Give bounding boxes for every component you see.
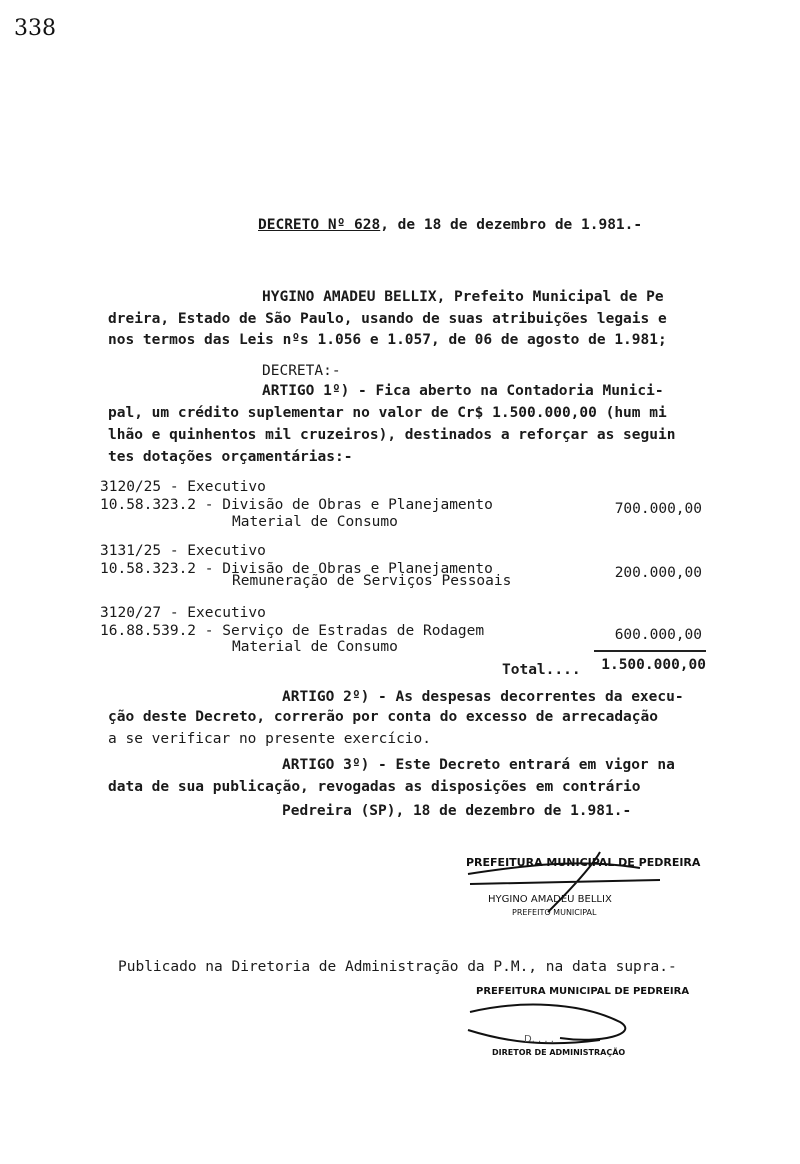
allocation-3-desc: Material de Consumo (232, 639, 398, 655)
allocation-2-program: 10.58.323.2 - Divisão de Obras e Planejamento (100, 561, 493, 577)
article2-line-2: ção deste Decreto, correrão por conta do excesso de arrecadação (108, 709, 658, 725)
intro-line-3: nos termos das Leis nºs 1.056 e 1.057, de 06 de agosto de 1.981; (108, 332, 667, 348)
director-name: D. . . . (524, 1034, 554, 1045)
decreta-heading: DECRETA:- (262, 363, 341, 379)
intro-line-1: HYGINO AMADEU BELLIX, Prefeito Municipal de Pe (262, 289, 664, 305)
page-number: 338 (14, 16, 56, 41)
allocation-2-code: 3131/25 - Executivo (100, 543, 266, 559)
article1-line-2: pal, um crédito suplementar no valor de Cr$ 1.500.000,00 (hum mi (108, 405, 667, 421)
director-stamp-text: PREFEITURA MUNICIPAL DE PEDREIRA (476, 986, 690, 997)
article3-line-2: data de sua publicação, revogadas as disposições em contrário (108, 779, 641, 795)
allocation-1-value: 700.000,00 (614, 501, 702, 517)
publication-note: Publicado na Diretoria de Administração da P.M., na data supra.- (118, 959, 677, 975)
allocation-2-desc: Remuneração de Serviços Pessoais (232, 573, 512, 589)
allocation-2-value: 200.000,00 (614, 565, 702, 581)
mayor-name: HYGINO AMADEU BELLIX (488, 894, 612, 905)
allocation-1-code: 3120/25 - Executivo (100, 479, 266, 495)
date-line: Pedreira (SP), 18 de dezembro de 1.981.- (282, 803, 632, 819)
article1-line-3: lhão e quinhentos mil cruzeiros), destinados a reforçar as seguin (108, 427, 676, 443)
article2-line-3: a se verificar no presente exercício. (108, 731, 432, 747)
allocation-1-program: 10.58.323.2 - Divisão de Obras e Planejamento (100, 497, 493, 513)
mayor-role: PREFEITO MUNICIPAL (512, 908, 597, 917)
decree-title-prefix: DECRETO Nº 628 (258, 217, 381, 233)
director-role: DIRETOR DE ADMINISTRAÇÃO (492, 1048, 626, 1057)
total-value: 1.500.000,00 (601, 657, 706, 673)
article1-line-4: tes dotações orçamentárias:- (108, 449, 353, 465)
article1-line-1: ARTIGO 1º) - Fica aberto na Contadoria Munici- (262, 383, 664, 399)
allocation-3-program: 16.88.539.2 - Serviço de Estradas de Rodagem (100, 623, 485, 639)
mayor-stamp-text: PREFEITURA MUNICIPAL DE PEDREIRA (466, 856, 701, 869)
allocation-3-code: 3120/27 - Executivo (100, 605, 266, 621)
article2-line-1: ARTIGO 2º) - As despesas decorrentes da execu- (282, 689, 684, 705)
total-label: Total.... (502, 662, 581, 678)
decree-title-suffix: , de 18 de dezembro de 1.981.- (380, 217, 643, 233)
article3-line-1: ARTIGO 3º) - Este Decreto entrará em vigor na (282, 757, 675, 773)
intro-line-2: dreira, Estado de São Paulo, usando de suas atribuições legais e (108, 311, 667, 327)
allocation-3-value: 600.000,00 (614, 627, 702, 643)
allocation-1-desc: Material de Consumo (232, 514, 398, 530)
